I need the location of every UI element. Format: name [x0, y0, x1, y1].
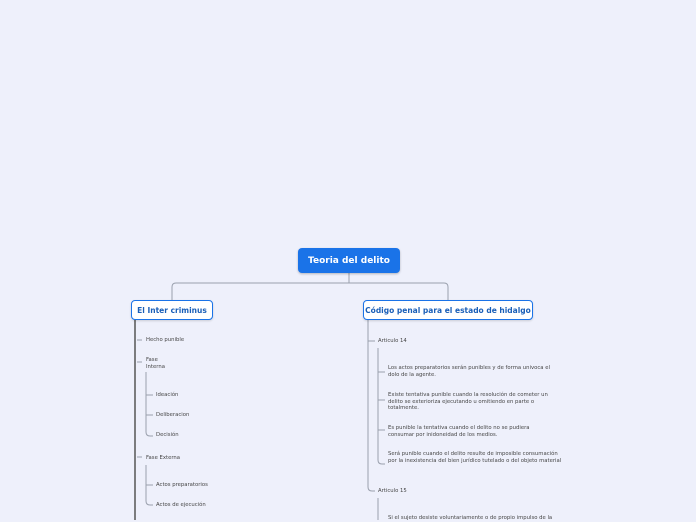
node-texto-inidoneidad[interactable]: Es punible la tentativa cuando el delito no se pudiera consumar por inidoneidad de los medios. [388, 425, 530, 438]
node-actos-preparatorios[interactable]: Actos preparatorios [156, 482, 208, 488]
node-decision[interactable]: Decisión [156, 432, 179, 438]
node-fase-externa[interactable]: Fase Externa [146, 455, 181, 461]
node-articulo-14[interactable]: Articulo 14 [378, 338, 407, 344]
articulo14-trunk [378, 348, 385, 464]
node-fase-interna[interactable]: Fase Interna [146, 357, 165, 370]
node-deliberacion[interactable]: Deliberacion [156, 412, 190, 418]
node-actos-ejecucion[interactable]: Actos de ejecución [156, 502, 206, 508]
right-trunk [368, 320, 375, 491]
branch-inter-criminus[interactable]: El Inter criminus [131, 300, 213, 320]
node-texto-desiste[interactable]: Si el sujeto desiste voluntariamente o de propio impulso de la [388, 515, 553, 521]
fase-interna-trunk [146, 372, 153, 436]
branch-codigo-penal[interactable]: Código penal para el estado de hidalgo [363, 300, 533, 320]
node-texto-imposible[interactable]: Será punible cuando el delito resulte de imposible consumación por la inexistencia del bien jurídico tutelado o del objeto material [388, 451, 562, 464]
connector-right-branch [444, 283, 448, 300]
node-texto-actos-preparatorios[interactable]: Los actos preparatorios serán punibles y de forma univoca el dolo de la agente. [388, 365, 550, 378]
connector-left-branch [172, 283, 176, 300]
node-hecho-punible[interactable]: Hecho punible [146, 337, 185, 343]
node-articulo-15[interactable]: Articulo 15 [378, 488, 407, 494]
node-ideacion[interactable]: Ideación [156, 392, 179, 398]
root-node-teoria-del-delito[interactable]: Teoria del delito [298, 248, 400, 273]
node-texto-tentativa[interactable]: Existe tentativa punible cuando la resolución de cometer un delito se exterioriza ejecutando u omitiendo en parte o totalmente. [388, 392, 548, 412]
